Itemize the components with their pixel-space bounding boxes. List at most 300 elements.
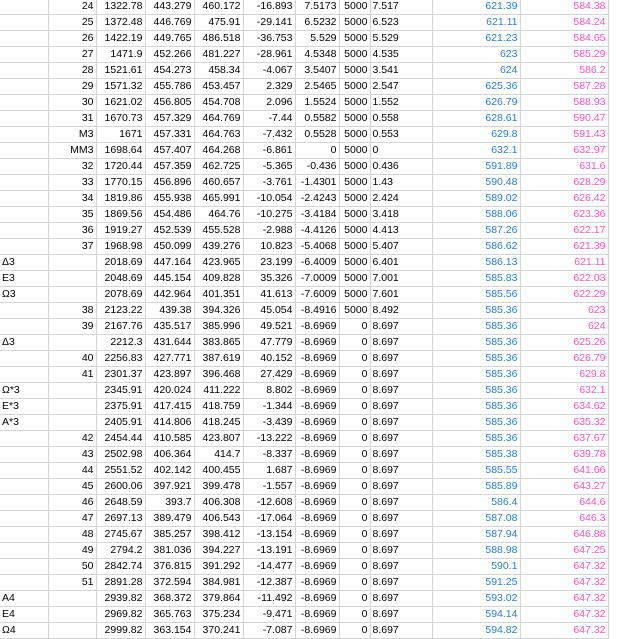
cell-col-f[interactable]: -13.154	[243, 527, 295, 543]
cell-label[interactable]: Δ3	[0, 335, 48, 351]
cell-col-k[interactable]: 629.8	[520, 367, 608, 383]
cell-index[interactable]: 45	[48, 479, 96, 495]
cell-col-h[interactable]: 0	[339, 335, 370, 351]
cell-col-g[interactable]: -8.6969	[295, 559, 339, 575]
cell-col-i[interactable]: 6.401	[370, 255, 432, 271]
cell-index[interactable]: 26	[48, 31, 96, 47]
cell-col-f[interactable]: 35.326	[243, 271, 295, 287]
cell-col-g[interactable]: -8.6969	[295, 383, 339, 399]
cell-label[interactable]	[0, 63, 48, 79]
cell-col-k[interactable]: 644.6	[520, 495, 608, 511]
cell-col-g[interactable]: 0	[295, 143, 339, 159]
cell-index[interactable]: 46	[48, 495, 96, 511]
cell-label[interactable]	[0, 463, 48, 479]
cell-col-c[interactable]: 2375.91	[96, 399, 145, 415]
cell-col-j[interactable]: 585.56	[432, 287, 520, 303]
cell-col-e[interactable]: 384.981	[194, 575, 243, 591]
cell-col-j[interactable]: 586.4	[432, 495, 520, 511]
cell-index[interactable]: 47	[48, 511, 96, 527]
cell-col-k[interactable]: 624	[520, 319, 608, 335]
cell-col-k[interactable]: 647.32	[520, 575, 608, 591]
cell-label[interactable]: Ε3	[0, 271, 48, 287]
cell-col-i[interactable]: 2.424	[370, 191, 432, 207]
cell-col-c[interactable]: 2167.76	[96, 319, 145, 335]
cell-label[interactable]	[0, 351, 48, 367]
cell-col-j[interactable]: 621.39	[432, 0, 520, 15]
cell-col-j[interactable]: 593.02	[432, 591, 520, 607]
cell-index[interactable]	[48, 607, 96, 623]
cell-col-h[interactable]: 5000	[339, 127, 370, 143]
cell-col-c[interactable]: 2405.91	[96, 415, 145, 431]
cell-col-c[interactable]: 2842.74	[96, 559, 145, 575]
cell-col-h[interactable]: 0	[339, 431, 370, 447]
cell-label[interactable]	[0, 239, 48, 255]
cell-col-c[interactable]: 1571.32	[96, 79, 145, 95]
cell-index[interactable]	[48, 415, 96, 431]
cell-index[interactable]	[48, 591, 96, 607]
cell-col-k[interactable]: 584.24	[520, 15, 608, 31]
cell-label[interactable]	[0, 143, 48, 159]
cell-col-i[interactable]: 8.697	[370, 479, 432, 495]
cell-col-k[interactable]: 647.32	[520, 559, 608, 575]
cell-col-e[interactable]: 464.769	[194, 111, 243, 127]
cell-col-f[interactable]: -12.387	[243, 575, 295, 591]
cell-col-i[interactable]: 8.697	[370, 319, 432, 335]
cell-index[interactable]: 44	[48, 463, 96, 479]
cell-col-h[interactable]: 5000	[339, 47, 370, 63]
cell-col-f[interactable]: -1.344	[243, 399, 295, 415]
cell-col-e[interactable]: 458.34	[194, 63, 243, 79]
cell-col-k[interactable]: 584.38	[520, 0, 608, 15]
cell-col-f[interactable]: -7.44	[243, 111, 295, 127]
cell-col-j[interactable]: 585.36	[432, 335, 520, 351]
cell-col-d[interactable]: 402.142	[145, 463, 194, 479]
cell-label[interactable]	[0, 207, 48, 223]
cell-col-e[interactable]: 486.518	[194, 31, 243, 47]
cell-col-d[interactable]: 397.921	[145, 479, 194, 495]
cell-label[interactable]	[0, 159, 48, 175]
cell-col-h[interactable]: 0	[339, 351, 370, 367]
cell-col-g[interactable]: -8.6969	[295, 511, 339, 527]
cell-col-g[interactable]: -7.0009	[295, 271, 339, 287]
cell-col-e[interactable]: 400.455	[194, 463, 243, 479]
cell-col-g[interactable]: 0.5582	[295, 111, 339, 127]
cell-col-f[interactable]: -4.067	[243, 63, 295, 79]
cell-col-c[interactable]: 1720.44	[96, 159, 145, 175]
cell-col-h[interactable]: 5000	[339, 95, 370, 111]
cell-col-c[interactable]: 2345.91	[96, 383, 145, 399]
cell-index[interactable]: M3	[48, 127, 96, 143]
cell-col-h[interactable]: 5000	[339, 111, 370, 127]
cell-col-g[interactable]: -8.6969	[295, 447, 339, 463]
cell-col-i[interactable]: 8.697	[370, 367, 432, 383]
cell-col-d[interactable]: 454.486	[145, 207, 194, 223]
cell-col-e[interactable]: 439.276	[194, 239, 243, 255]
cell-col-c[interactable]: 2123.22	[96, 303, 145, 319]
cell-col-d[interactable]: 435.517	[145, 319, 194, 335]
cell-col-f[interactable]: -8.337	[243, 447, 295, 463]
cell-col-d[interactable]: 450.099	[145, 239, 194, 255]
cell-label[interactable]: Ω*3	[0, 383, 48, 399]
cell-col-h[interactable]: 5000	[339, 287, 370, 303]
cell-col-e[interactable]: 406.543	[194, 511, 243, 527]
cell-col-j[interactable]: 585.36	[432, 351, 520, 367]
cell-col-e[interactable]: 481.227	[194, 47, 243, 63]
cell-col-e[interactable]: 460.657	[194, 175, 243, 191]
cell-col-h[interactable]: 5000	[339, 31, 370, 47]
cell-label[interactable]	[0, 15, 48, 31]
cell-col-i[interactable]: 1.552	[370, 95, 432, 111]
cell-col-k[interactable]: 623	[520, 303, 608, 319]
cell-index[interactable]	[48, 271, 96, 287]
cell-col-c[interactable]: 1372.48	[96, 15, 145, 31]
cell-col-e[interactable]: 475.91	[194, 15, 243, 31]
cell-col-c[interactable]: 2018.69	[96, 255, 145, 271]
cell-col-f[interactable]: -16.893	[243, 0, 295, 15]
cell-col-g[interactable]: -0.436	[295, 159, 339, 175]
cell-col-d[interactable]: 365.763	[145, 607, 194, 623]
cell-col-c[interactable]: 2600.06	[96, 479, 145, 495]
cell-col-j[interactable]: 594.82	[432, 623, 520, 639]
cell-col-j[interactable]: 590.48	[432, 175, 520, 191]
cell-col-d[interactable]: 457.359	[145, 159, 194, 175]
cell-index[interactable]	[48, 255, 96, 271]
cell-col-j[interactable]: 585.38	[432, 447, 520, 463]
cell-col-k[interactable]: 590.47	[520, 111, 608, 127]
cell-col-c[interactable]: 2502.98	[96, 447, 145, 463]
cell-col-i[interactable]: 1.43	[370, 175, 432, 191]
cell-col-d[interactable]: 414.806	[145, 415, 194, 431]
cell-col-h[interactable]: 5000	[339, 143, 370, 159]
cell-col-g[interactable]: -4.4126	[295, 223, 339, 239]
cell-label[interactable]	[0, 527, 48, 543]
cell-col-g[interactable]: -7.6009	[295, 287, 339, 303]
cell-label[interactable]	[0, 47, 48, 63]
cell-col-j[interactable]: 585.36	[432, 415, 520, 431]
cell-col-k[interactable]: 632.97	[520, 143, 608, 159]
cell-col-c[interactable]: 1671	[96, 127, 145, 143]
cell-index[interactable]	[48, 287, 96, 303]
cell-col-d[interactable]: 456.805	[145, 95, 194, 111]
cell-col-g[interactable]: 4.5348	[295, 47, 339, 63]
cell-col-e[interactable]: 406.308	[194, 495, 243, 511]
cell-col-i[interactable]: 8.697	[370, 335, 432, 351]
cell-col-g[interactable]: -8.6969	[295, 319, 339, 335]
cell-col-e[interactable]: 464.268	[194, 143, 243, 159]
cell-index[interactable]: 28	[48, 63, 96, 79]
cell-col-c[interactable]: 2891.28	[96, 575, 145, 591]
cell-col-e[interactable]: 394.227	[194, 543, 243, 559]
cell-label[interactable]	[0, 447, 48, 463]
cell-col-f[interactable]: -2.988	[243, 223, 295, 239]
cell-col-h[interactable]: 0	[339, 463, 370, 479]
cell-col-k[interactable]: 643.27	[520, 479, 608, 495]
cell-col-k[interactable]: 588.93	[520, 95, 608, 111]
cell-col-g[interactable]: -3.4184	[295, 207, 339, 223]
cell-col-j[interactable]: 585.36	[432, 383, 520, 399]
cell-col-e[interactable]: 394.326	[194, 303, 243, 319]
cell-col-c[interactable]: 2301.37	[96, 367, 145, 383]
cell-col-d[interactable]: 457.407	[145, 143, 194, 159]
cell-col-k[interactable]: 647.32	[520, 607, 608, 623]
cell-col-e[interactable]: 423.965	[194, 255, 243, 271]
cell-label[interactable]	[0, 191, 48, 207]
cell-col-i[interactable]: 4.535	[370, 47, 432, 63]
cell-col-i[interactable]: 7.001	[370, 271, 432, 287]
cell-col-e[interactable]: 387.619	[194, 351, 243, 367]
cell-col-c[interactable]: 1670.73	[96, 111, 145, 127]
cell-col-g[interactable]: -8.6969	[295, 399, 339, 415]
cell-col-h[interactable]: 0	[339, 527, 370, 543]
cell-col-e[interactable]: 401.351	[194, 287, 243, 303]
cell-col-j[interactable]: 587.08	[432, 511, 520, 527]
cell-col-i[interactable]: 8.697	[370, 447, 432, 463]
cell-col-j[interactable]: 624	[432, 63, 520, 79]
cell-col-c[interactable]: 2969.82	[96, 607, 145, 623]
cell-col-e[interactable]: 454.708	[194, 95, 243, 111]
cell-col-i[interactable]: 6.523	[370, 15, 432, 31]
cell-col-c[interactable]: 1322.78	[96, 0, 145, 15]
cell-col-f[interactable]: -3.761	[243, 175, 295, 191]
cell-col-f[interactable]: -13.222	[243, 431, 295, 447]
cell-col-g[interactable]: -8.6969	[295, 479, 339, 495]
cell-col-i[interactable]: 8.697	[370, 415, 432, 431]
cell-index[interactable]: 30	[48, 95, 96, 111]
cell-col-h[interactable]: 0	[339, 543, 370, 559]
cell-label[interactable]: Α*3	[0, 415, 48, 431]
cell-label[interactable]	[0, 31, 48, 47]
cell-col-d[interactable]: 454.273	[145, 63, 194, 79]
cell-col-g[interactable]: -2.4243	[295, 191, 339, 207]
cell-col-f[interactable]: -29.141	[243, 15, 295, 31]
cell-col-g[interactable]: 5.529	[295, 31, 339, 47]
cell-label[interactable]	[0, 127, 48, 143]
cell-index[interactable]: 24	[48, 0, 96, 15]
cell-col-f[interactable]: 49.521	[243, 319, 295, 335]
cell-col-k[interactable]: 585.29	[520, 47, 608, 63]
cell-col-g[interactable]: 1.5524	[295, 95, 339, 111]
cell-col-i[interactable]: 8.697	[370, 607, 432, 623]
cell-col-j[interactable]: 589.02	[432, 191, 520, 207]
cell-col-k[interactable]: 622.03	[520, 271, 608, 287]
cell-col-i[interactable]: 4.413	[370, 223, 432, 239]
cell-col-h[interactable]: 5000	[339, 63, 370, 79]
cell-col-j[interactable]: 626.79	[432, 95, 520, 111]
cell-index[interactable]: 39	[48, 319, 96, 335]
cell-col-c[interactable]: 1698.64	[96, 143, 145, 159]
cell-label[interactable]	[0, 495, 48, 511]
cell-col-d[interactable]: 449.765	[145, 31, 194, 47]
cell-label[interactable]	[0, 479, 48, 495]
cell-col-h[interactable]: 0	[339, 495, 370, 511]
cell-col-f[interactable]: -7.432	[243, 127, 295, 143]
cell-col-d[interactable]: 417.415	[145, 399, 194, 415]
cell-col-i[interactable]: 7.517	[370, 0, 432, 15]
cell-col-f[interactable]: -6.861	[243, 143, 295, 159]
cell-col-j[interactable]: 585.36	[432, 399, 520, 415]
cell-col-h[interactable]: 5000	[339, 223, 370, 239]
cell-col-d[interactable]: 381.036	[145, 543, 194, 559]
cell-col-f[interactable]: -7.087	[243, 623, 295, 639]
cell-index[interactable]: 41	[48, 367, 96, 383]
cell-col-e[interactable]: 385.996	[194, 319, 243, 335]
cell-label[interactable]: Α4	[0, 591, 48, 607]
cell-col-j[interactable]: 625.36	[432, 79, 520, 95]
cell-col-g[interactable]: -8.6969	[295, 495, 339, 511]
cell-col-c[interactable]: 2999.82	[96, 623, 145, 639]
cell-col-i[interactable]: 8.697	[370, 511, 432, 527]
cell-col-e[interactable]: 418.759	[194, 399, 243, 415]
cell-col-c[interactable]: 1919.27	[96, 223, 145, 239]
cell-label[interactable]: Ω4	[0, 623, 48, 639]
cell-col-c[interactable]: 2745.67	[96, 527, 145, 543]
cell-col-c[interactable]: 2551.52	[96, 463, 145, 479]
cell-index[interactable]: MM3	[48, 143, 96, 159]
cell-col-c[interactable]: 1621.02	[96, 95, 145, 111]
cell-col-e[interactable]: 462.725	[194, 159, 243, 175]
cell-col-g[interactable]: -8.6969	[295, 415, 339, 431]
cell-col-k[interactable]: 621.11	[520, 255, 608, 271]
cell-col-g[interactable]: -8.6969	[295, 431, 339, 447]
cell-col-c[interactable]: 1869.56	[96, 207, 145, 223]
cell-col-d[interactable]: 439.38	[145, 303, 194, 319]
cell-col-h[interactable]: 0	[339, 367, 370, 383]
cell-col-h[interactable]: 0	[339, 591, 370, 607]
cell-col-e[interactable]: 453.457	[194, 79, 243, 95]
cell-col-h[interactable]: 5000	[339, 159, 370, 175]
cell-index[interactable]: 38	[48, 303, 96, 319]
cell-col-h[interactable]: 5000	[339, 271, 370, 287]
cell-col-i[interactable]: 5.407	[370, 239, 432, 255]
cell-col-i[interactable]: 8.697	[370, 559, 432, 575]
cell-col-h[interactable]: 0	[339, 319, 370, 335]
cell-col-d[interactable]: 376.815	[145, 559, 194, 575]
cell-col-g[interactable]: 0.5528	[295, 127, 339, 143]
cell-col-d[interactable]: 452.539	[145, 223, 194, 239]
cell-col-g[interactable]: -8.6969	[295, 591, 339, 607]
cell-col-f[interactable]: -9.471	[243, 607, 295, 623]
cell-col-f[interactable]: 27.429	[243, 367, 295, 383]
cell-col-j[interactable]: 585.36	[432, 319, 520, 335]
cell-col-j[interactable]: 588.98	[432, 543, 520, 559]
cell-col-e[interactable]: 465.991	[194, 191, 243, 207]
cell-col-h[interactable]: 5000	[339, 255, 370, 271]
cell-col-d[interactable]: 389.479	[145, 511, 194, 527]
cell-label[interactable]	[0, 575, 48, 591]
cell-index[interactable]: 49	[48, 543, 96, 559]
cell-col-d[interactable]: 445.154	[145, 271, 194, 287]
cell-col-e[interactable]: 411.222	[194, 383, 243, 399]
cell-label[interactable]	[0, 543, 48, 559]
cell-col-h[interactable]: 5000	[339, 15, 370, 31]
cell-col-d[interactable]: 455.938	[145, 191, 194, 207]
cell-col-h[interactable]: 5000	[339, 0, 370, 15]
cell-col-h[interactable]: 0	[339, 447, 370, 463]
cell-col-j[interactable]: 586.62	[432, 239, 520, 255]
cell-col-k[interactable]: 621.39	[520, 239, 608, 255]
cell-col-j[interactable]: 586.13	[432, 255, 520, 271]
cell-col-c[interactable]: 2794.2	[96, 543, 145, 559]
cell-col-j[interactable]: 621.23	[432, 31, 520, 47]
cell-col-j[interactable]: 591.89	[432, 159, 520, 175]
cell-col-k[interactable]: 646.3	[520, 511, 608, 527]
cell-col-g[interactable]: -8.6969	[295, 351, 339, 367]
cell-label[interactable]	[0, 0, 48, 15]
cell-col-k[interactable]: 626.79	[520, 351, 608, 367]
cell-col-i[interactable]: 2.547	[370, 79, 432, 95]
cell-index[interactable]: 50	[48, 559, 96, 575]
cell-col-i[interactable]: 3.541	[370, 63, 432, 79]
cell-index[interactable]: 37	[48, 239, 96, 255]
cell-col-k[interactable]: 587.28	[520, 79, 608, 95]
cell-col-f[interactable]: -3.439	[243, 415, 295, 431]
cell-index[interactable]	[48, 623, 96, 639]
cell-col-i[interactable]: 8.697	[370, 399, 432, 415]
cell-col-k[interactable]: 647.25	[520, 543, 608, 559]
cell-col-i[interactable]: 8.697	[370, 543, 432, 559]
cell-col-h[interactable]: 0	[339, 559, 370, 575]
cell-col-h[interactable]: 5000	[339, 175, 370, 191]
cell-col-f[interactable]: -11.492	[243, 591, 295, 607]
cell-label[interactable]	[0, 367, 48, 383]
cell-col-k[interactable]: 647.32	[520, 623, 608, 639]
cell-col-g[interactable]: 7.5173	[295, 0, 339, 15]
cell-col-k[interactable]: 635.32	[520, 415, 608, 431]
cell-index[interactable]	[48, 335, 96, 351]
cell-col-f[interactable]: 41.613	[243, 287, 295, 303]
cell-col-g[interactable]: -5.4068	[295, 239, 339, 255]
cell-col-d[interactable]: 455.786	[145, 79, 194, 95]
cell-col-f[interactable]: 1.687	[243, 463, 295, 479]
cell-col-k[interactable]: 622.17	[520, 223, 608, 239]
cell-col-j[interactable]: 585.89	[432, 479, 520, 495]
cell-col-j[interactable]: 621.11	[432, 15, 520, 31]
cell-col-i[interactable]: 0.558	[370, 111, 432, 127]
cell-col-d[interactable]: 372.594	[145, 575, 194, 591]
cell-col-g[interactable]: -8.6969	[295, 463, 339, 479]
cell-col-f[interactable]: 2.096	[243, 95, 295, 111]
cell-col-j[interactable]: 590.1	[432, 559, 520, 575]
cell-col-e[interactable]: 396.468	[194, 367, 243, 383]
cell-col-d[interactable]: 406.364	[145, 447, 194, 463]
cell-col-f[interactable]: 2.329	[243, 79, 295, 95]
cell-index[interactable]: 29	[48, 79, 96, 95]
cell-col-e[interactable]: 418.245	[194, 415, 243, 431]
cell-col-f[interactable]: -36.753	[243, 31, 295, 47]
cell-col-k[interactable]: 628.29	[520, 175, 608, 191]
cell-col-c[interactable]: 1521.61	[96, 63, 145, 79]
cell-col-i[interactable]: 8.492	[370, 303, 432, 319]
cell-col-j[interactable]: 585.36	[432, 367, 520, 383]
cell-label[interactable]: Ω3	[0, 287, 48, 303]
cell-col-e[interactable]: 409.828	[194, 271, 243, 287]
cell-col-j[interactable]: 585.83	[432, 271, 520, 287]
cell-col-j[interactable]: 629.8	[432, 127, 520, 143]
cell-col-f[interactable]: -14.477	[243, 559, 295, 575]
cell-col-e[interactable]: 375.234	[194, 607, 243, 623]
cell-col-h[interactable]: 5000	[339, 79, 370, 95]
cell-col-i[interactable]: 8.697	[370, 575, 432, 591]
cell-col-d[interactable]: 457.331	[145, 127, 194, 143]
cell-col-k[interactable]: 623.36	[520, 207, 608, 223]
cell-label[interactable]	[0, 511, 48, 527]
cell-col-g[interactable]: -6.4009	[295, 255, 339, 271]
cell-label[interactable]	[0, 223, 48, 239]
cell-col-k[interactable]: 647.32	[520, 591, 608, 607]
cell-col-h[interactable]: 0	[339, 607, 370, 623]
cell-label[interactable]	[0, 79, 48, 95]
cell-col-f[interactable]: -10.054	[243, 191, 295, 207]
